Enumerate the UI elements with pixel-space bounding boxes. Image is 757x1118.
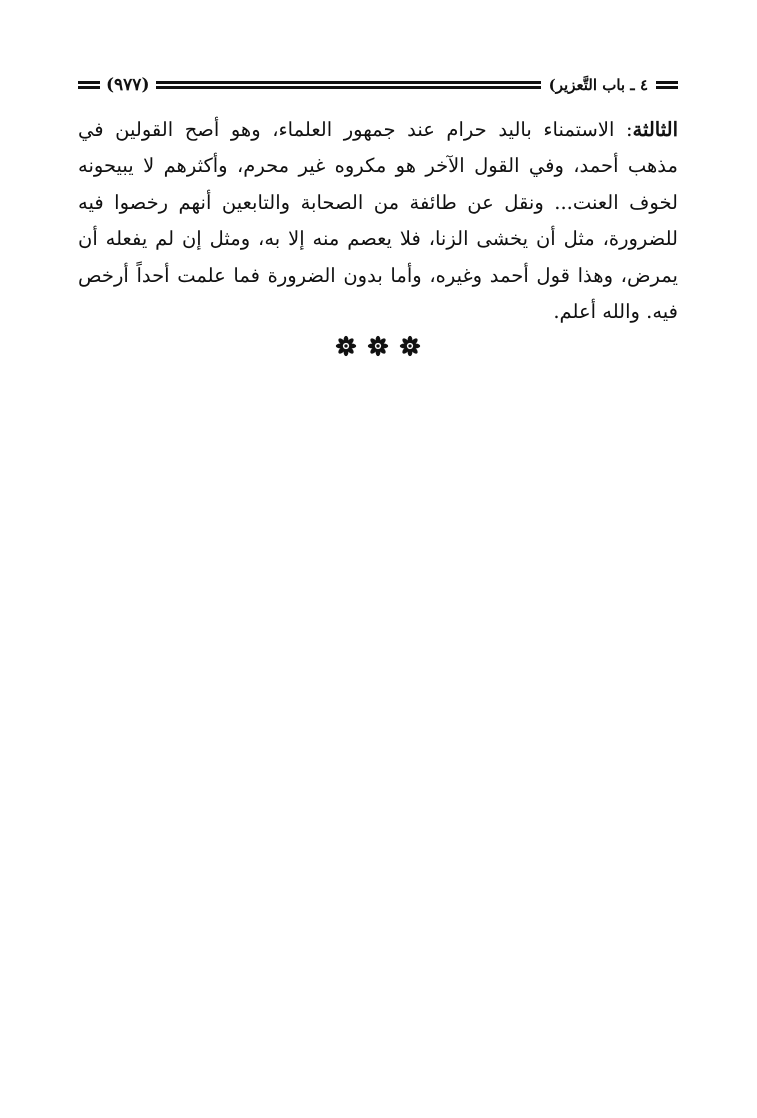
header-rule xyxy=(156,81,541,89)
running-header xyxy=(78,70,678,100)
flower-ornament-icon xyxy=(367,335,389,357)
chapter-title: ٤ ـ باب التَّعزير) xyxy=(548,76,648,94)
section-divider-ornaments xyxy=(78,335,678,357)
page-number: (٩٧٧) xyxy=(106,75,150,95)
header-rule-right-end xyxy=(656,81,678,89)
paragraph-lead-word: الثالثة xyxy=(632,118,678,141)
paragraph xyxy=(78,112,678,330)
header-rule-left-end xyxy=(78,81,100,89)
lead-separator: : xyxy=(614,118,633,141)
flower-ornament-icon xyxy=(335,335,357,357)
flower-ornament-icon xyxy=(399,335,421,357)
paragraph-text: الاستمناء باليد حرام عند جمهور العلماء، وهو أصح القولين في مذهب أحمد، وفي القول الآخر هو مكروه غير محرم، وأكثرهم لا يبيحونه لخوف العنت... ونقل عن طائفة من الصحابة والتابعين أنهم رخصوا فيه للضرورة، مثل أن يخشى الزنا، فلا يعصم منه إلا به، ومثل إن لم يفعله أن يمرض، وهذا قول أحمد وغيره، وأما بدون الضرورة فما علمت أحداً أرخص فيه. والله أعلم. xyxy=(78,118,678,324)
